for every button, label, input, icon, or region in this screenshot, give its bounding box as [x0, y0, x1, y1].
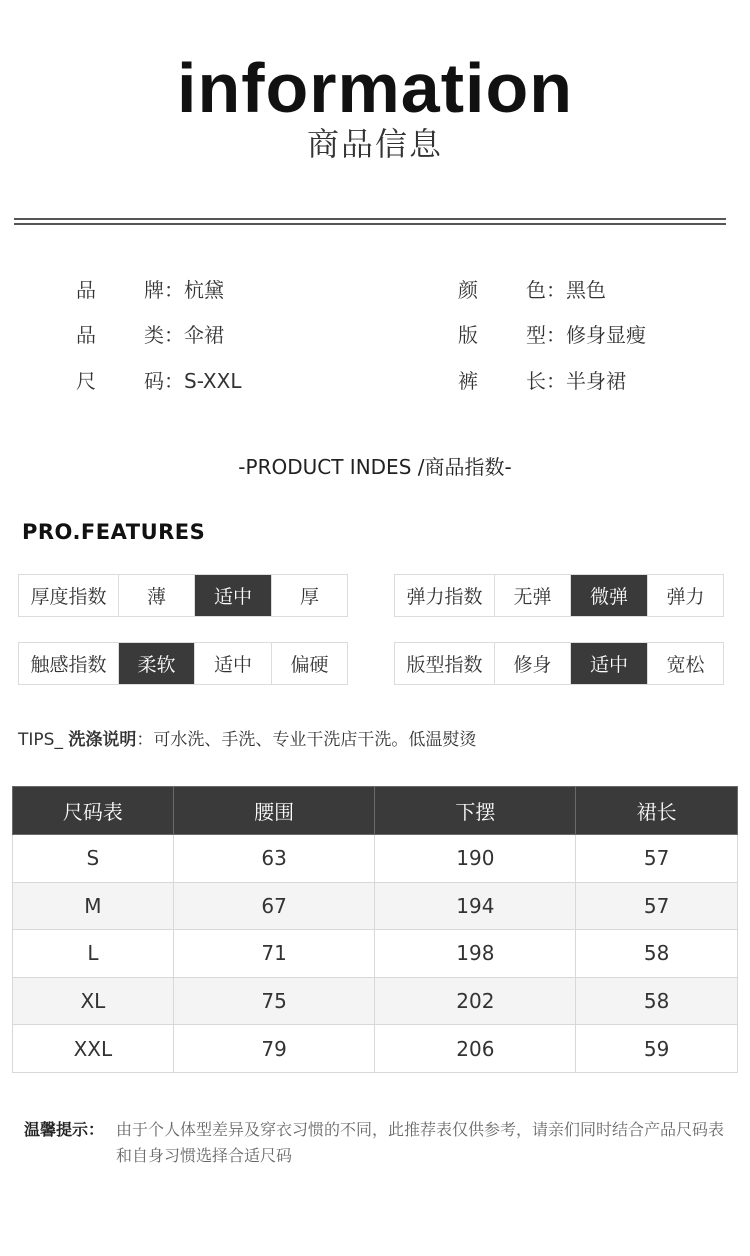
- table-row: [13, 882, 738, 930]
- info-separator: ：: [546, 323, 566, 347]
- table-cell: S: [13, 835, 174, 883]
- table-header-row: [13, 787, 738, 835]
- column-header: 裙长: [576, 787, 738, 835]
- column-header: 下摆: [375, 787, 576, 835]
- feature-option: 厚: [271, 575, 347, 616]
- table-cell: 198: [375, 930, 576, 978]
- table-cell: 59: [576, 1025, 738, 1073]
- feature-label: 弹力指数: [406, 586, 483, 608]
- info-label: 品类: [76, 323, 164, 347]
- divider-line: [14, 218, 726, 220]
- info-separator: ：: [164, 369, 184, 393]
- feature-elasticity: [394, 574, 724, 617]
- table-row: [13, 835, 738, 883]
- info-value: 伞裙: [184, 323, 224, 347]
- warm-tip-label: 温馨提示：: [24, 1120, 105, 1139]
- info-category: [76, 321, 224, 349]
- info-separator: ：: [546, 278, 566, 302]
- tips-text: ：可水洗、手洗、专业干洗店干洗。低温熨烫: [136, 730, 477, 750]
- feature-fit: [394, 642, 724, 685]
- size-table: [12, 786, 738, 1073]
- info-fit: [458, 321, 646, 349]
- table-cell: 75: [173, 977, 375, 1025]
- feature-label: 版型指数: [406, 654, 483, 676]
- features-title: PRO.FEATURES: [22, 520, 206, 544]
- info-separator: ：: [546, 369, 566, 393]
- page-subtitle: 商品信息: [306, 125, 443, 163]
- table-cell: 58: [576, 930, 738, 978]
- info-label: 品牌: [76, 278, 164, 302]
- table-row: [13, 930, 738, 978]
- table-cell: 58: [576, 977, 738, 1025]
- info-value: 半身裙: [566, 369, 626, 393]
- info-separator: ：: [164, 278, 184, 302]
- feature-option-selected: 微弹: [570, 575, 647, 616]
- feature-label: 厚度指数: [30, 586, 107, 608]
- table-row: [13, 977, 738, 1025]
- feature-option-selected: 适中: [194, 575, 271, 616]
- warm-tip-text: 由于个人体型差异及穿衣习惯的不同，此推荐表仅供参考，请亲们同时结合产品尺码表和自身习惯选择合适尺码: [116, 1120, 725, 1165]
- table-cell: XXL: [13, 1025, 174, 1073]
- divider-line: [14, 223, 726, 225]
- feature-option-selected: 适中: [570, 643, 647, 684]
- feature-option: 修身: [494, 643, 570, 684]
- table-cell: 194: [375, 882, 576, 930]
- info-value: 杭黛: [184, 278, 224, 302]
- table-cell: 202: [375, 977, 576, 1025]
- table-cell: L: [13, 930, 174, 978]
- feature-option: 无弹: [494, 575, 570, 616]
- table-cell: 79: [173, 1025, 375, 1073]
- table-cell: M: [13, 882, 174, 930]
- table-cell: 67: [173, 882, 375, 930]
- table-cell: 71: [173, 930, 375, 978]
- info-brand: [76, 276, 224, 304]
- info-label: 尺码: [76, 369, 164, 393]
- feature-option-selected: 柔软: [118, 643, 194, 684]
- info-label: 版型: [458, 323, 546, 347]
- column-header: 腰围: [173, 787, 375, 835]
- feature-option: 薄: [118, 575, 194, 616]
- feature-option: 偏硬: [271, 643, 347, 684]
- table-cell: 57: [576, 835, 738, 883]
- table-cell: 206: [375, 1025, 576, 1073]
- info-label: 颜色: [458, 278, 546, 302]
- table-row: [13, 1025, 738, 1073]
- tips-prefix: TIPS_: [18, 730, 69, 750]
- info-size: [76, 367, 241, 395]
- info-length: [458, 367, 626, 395]
- info-value: 黑色: [566, 278, 606, 302]
- feature-option: 弹力: [647, 575, 723, 616]
- info-value: 修身显瘦: [566, 323, 646, 347]
- table-cell: 190: [375, 835, 576, 883]
- info-label: 裤长: [458, 369, 546, 393]
- product-index-heading: -PRODUCT INDES /商品指数-: [238, 455, 512, 479]
- info-value: S-XXL: [184, 369, 242, 393]
- column-header: 尺码表: [13, 787, 174, 835]
- table-cell: 63: [173, 835, 375, 883]
- table-cell: 57: [576, 882, 738, 930]
- table-cell: XL: [13, 977, 174, 1025]
- feature-label: 触感指数: [30, 654, 107, 676]
- info-color: [458, 276, 606, 304]
- washing-tips: [18, 727, 476, 753]
- tips-label: 洗涤说明: [68, 730, 137, 750]
- page-title: information: [177, 49, 573, 127]
- feature-option: 适中: [194, 643, 271, 684]
- feature-thickness: [18, 574, 348, 617]
- info-separator: ：: [164, 323, 184, 347]
- feature-option: 宽松: [647, 643, 723, 684]
- feature-touch: [18, 642, 348, 685]
